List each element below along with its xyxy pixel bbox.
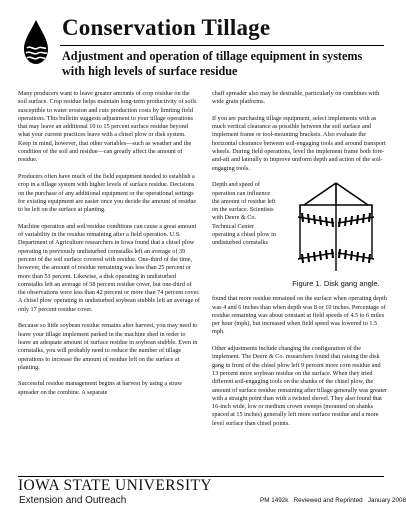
left-column: [18, 90, 200, 397]
reprint-note: Reviewed and Reprinted: [293, 497, 363, 504]
page-subtitle: Adjustment and operation of tillage equipment in systems with high levels of surface residue: [62, 49, 363, 78]
paragraph: Other adjustments include changing the configuration of the implement. The Deere & Co. researchers found that raising the disk gang in front of the chisel plow left 9 percent more corn residue and 13 percent more soybean residue on the surface. When they tried different soil-engaging tools on the shanks of the chisel plow, the amount of surface residue remaining after tillage generally was greater with a straight point than with a twisted shovel. They also found that 16-inch wide, low or medium crown sweeps (mounted on shanks spaced at 15 inches) generally left more surface residue and a more level surface than chisel points.: [212, 345, 388, 427]
extension-outreach-text: Extension and Outreach: [19, 495, 127, 506]
paragraph: Depth and speed of operation can influence the amount of residue left on the surface. Scientists with Deere & Co. Technical Center operating a chisel plow in undisturbed cornstalks: [212, 181, 276, 247]
paragraph: Because so little soybean residue remains after harvest, you may need to leave your tillage implement parked in the machine shed in order to leave an adequate amount of surface residue in soybean stubble. Even in cornstalks, you will probably need to reduce the number of tillage operations to increase the amount of residue left on the surface at planting.: [18, 322, 198, 371]
page-title: Conservation Tillage: [62, 15, 271, 40]
paragraph: chaff spreader also may be desirable, particularly on combines with wide grain platforms.: [212, 90, 380, 106]
paragraph: Machine operation and soil/residue conditions can cause a great amount of variability in the residue remaining after a field operation. U.S. Department of Agriculture researchers in Iowa found that a chisel plow operating in previously undisturbed cornstalks left an average of 39 percent of the soil surface covered with residue. One-third of the time, however, the amount of residue remaining was less than 25 percent or more than 53 percent. Likewise, a disk operating in undisturbed cornstalks left an average of 58 percent residue cover, but one-third of the observations were less than 42 percent or more than 74 percent cover. A chisel plow operating in undisturbed soybean stubble left an average of only 17 percent residue cover.: [18, 222, 200, 313]
right-column: [212, 90, 388, 428]
paragraph: Many producers want to leave greater amounts of crop residue on the soil surface. Crop residue helps maintain long-term productivity of soils susceptible to water erosion and cuts production costs by limiting field operations. This bulletin suggests adjustment to your tillage operations that may leave an additional 10 to 15 percent surface residue beyond what your current practices leave with a chisel plow or disk system. Keep in mind, however, that other variables—such as weather and the condition of the soil and residue—can greatly affect the amount of residue.: [18, 90, 197, 164]
disk-gang-diagram: [294, 181, 378, 277]
university-logo-text: IOWA STATE UNIVERSITY: [18, 477, 213, 494]
publication-date: January 2008: [367, 497, 406, 504]
figure-caption: Figure 1. Disk gang angle.: [292, 279, 380, 289]
paragraph: Successful residue management begins at harvest by using a straw spreader on the combine. A separate: [18, 380, 183, 396]
title-divider: [60, 45, 384, 46]
paragraph: found that more residue remained on the surface when operating depth was 4 and 6 inches than when depth was 8 or 10 inches. Percentage of residue remaining was about constant at field speeds of 4.5 to 6 miles per hour (mph), but increased when field speed was lowered to 1.5 mph.: [212, 295, 387, 336]
figure-wrap: [212, 181, 388, 295]
paragraph: If you are purchasing tillage equipment, select implements with as much vertical clearance as possible between the soil surface and implement frame or tool-mounting brackets. Also evaluate the horizontal clearance between soil-engaging tools and around transport wheels. During field operations, level the implement frame both fore-and-aft and laterally to improve uniform depth and action of the soil-engaging tools.: [212, 114, 386, 172]
water-drop-icon: [22, 18, 50, 66]
pm-number: PM 1492k: [260, 497, 289, 504]
publication-info: [260, 497, 406, 504]
paragraph: Producers often have much of the field equipment needed to establish a crop in a tillage system with higher levels of surface residue. Decisions on the purchase of any additional equipment or the operational settings for existing equipment are easier once you decide the amount of residue to be left on the surface at planting.: [18, 172, 197, 214]
figure-disk-gang-angle: [284, 181, 388, 295]
